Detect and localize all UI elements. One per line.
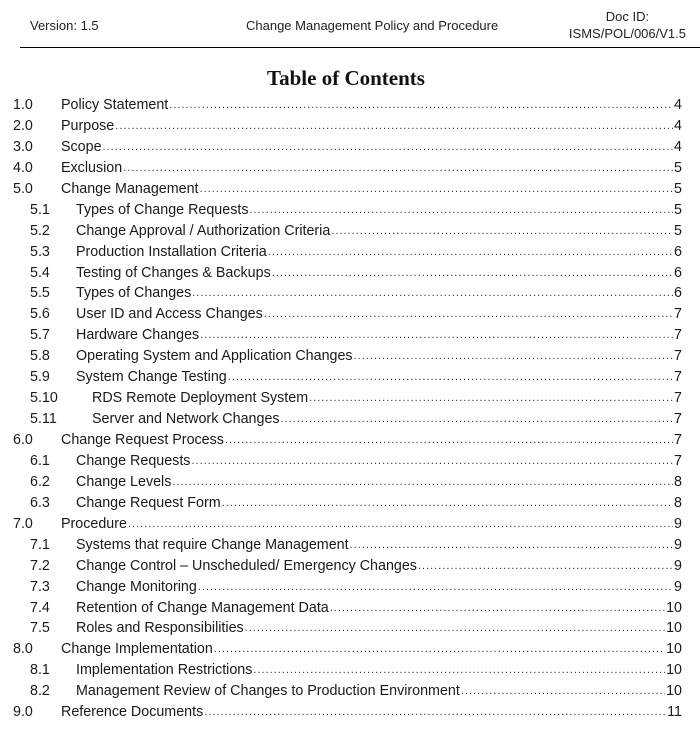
toc-dot-leader <box>200 325 673 346</box>
toc-entry-number: 5.2 <box>30 222 50 239</box>
toc-dot-leader <box>330 598 665 619</box>
toc-entry-link[interactable] <box>76 451 673 472</box>
toc-entry-link[interactable] <box>76 367 673 388</box>
toc-entry-label: Management Review of Changes to Production Environment <box>76 681 461 702</box>
toc-entry[interactable] <box>0 556 700 577</box>
toc-entry-page: 7 <box>673 367 682 388</box>
toc-entry-label: Purpose <box>61 116 115 137</box>
toc-entry[interactable] <box>0 409 700 430</box>
toc-entry-number: 6.2 <box>30 473 50 490</box>
toc-entry[interactable] <box>0 263 700 284</box>
toc-entry-label: Operating System and Application Changes <box>76 346 354 367</box>
toc-entry[interactable] <box>0 618 700 639</box>
toc-entry-label: Change Request Process <box>61 430 225 451</box>
toc-entry-number: 7.4 <box>30 599 50 616</box>
toc-entry-link[interactable] <box>76 200 673 221</box>
toc-dot-leader <box>268 242 673 263</box>
toc-dot-leader <box>191 451 673 472</box>
toc-entry-number: 8.1 <box>30 662 50 679</box>
toc-entry[interactable] <box>0 639 700 660</box>
toc-entry-link[interactable] <box>76 493 673 514</box>
header-title: Change Management Policy and Procedure <box>246 18 499 33</box>
toc-entry-link[interactable] <box>76 556 673 577</box>
toc-dot-leader <box>228 367 673 388</box>
toc-entry-link[interactable] <box>76 618 665 639</box>
toc-entry-label: Change Request Form <box>76 493 222 514</box>
toc-entry-page: 9 <box>673 577 682 598</box>
toc-entry-label: Retention of Change Management Data <box>76 598 330 619</box>
toc-entry-link[interactable] <box>76 681 665 702</box>
toc-entry-link[interactable] <box>76 221 673 242</box>
toc-entry-label: Systems that require Change Management <box>76 535 350 556</box>
toc-entry-label: Change Implementation <box>61 639 214 660</box>
header-doc-id-label: Doc ID: <box>605 9 650 24</box>
toc-entry[interactable] <box>0 598 700 619</box>
toc-entry[interactable] <box>0 514 700 535</box>
toc-entry[interactable] <box>0 179 700 200</box>
toc-entry-label: Change Levels <box>76 472 172 493</box>
toc-entry[interactable] <box>0 430 700 451</box>
toc-entry-page: 10 <box>665 618 682 639</box>
toc-entry-page: 9 <box>673 535 682 556</box>
toc-entry[interactable] <box>0 472 700 493</box>
toc-entry-link[interactable] <box>76 577 673 598</box>
toc-entry-link[interactable] <box>76 660 665 681</box>
toc-entry-link[interactable] <box>76 242 673 263</box>
toc-entry-label: Types of Changes <box>76 283 192 304</box>
toc-entry-link[interactable] <box>61 430 673 451</box>
toc-entry-page: 6 <box>673 242 682 263</box>
toc-dot-leader <box>123 158 673 179</box>
toc-entry-number: 5.6 <box>30 306 50 323</box>
toc-entry-link[interactable] <box>76 304 673 325</box>
toc-dot-leader <box>264 304 673 325</box>
toc-dot-leader <box>253 660 665 681</box>
toc-entry-number: 7.1 <box>30 536 50 553</box>
toc-dot-leader <box>354 346 673 367</box>
toc-entry[interactable] <box>0 95 700 116</box>
toc-entry-page: 4 <box>673 95 682 116</box>
toc-entry-page: 11 <box>666 702 682 723</box>
toc-entry[interactable] <box>0 304 700 325</box>
toc-entry[interactable] <box>0 451 700 472</box>
toc-entry-number: 5.10 <box>30 390 58 407</box>
toc-entry-label: Scope <box>61 137 103 158</box>
toc-entry-number: 8.0 <box>13 641 33 658</box>
toc-entry-number: 7.5 <box>30 620 50 637</box>
toc-dot-leader <box>245 618 665 639</box>
toc-dot-leader <box>309 388 673 409</box>
toc-entry-link[interactable] <box>92 409 673 430</box>
header-doc-id-value: ISMS/POL/006/V1.5 <box>568 26 686 41</box>
toc-entry-link[interactable] <box>61 95 673 116</box>
toc-entry-number: 2.0 <box>13 117 33 134</box>
toc-entry-page: 5 <box>673 158 682 179</box>
toc-entry-page: 7 <box>673 388 682 409</box>
toc-entry-number: 7.0 <box>13 515 33 532</box>
toc-dot-leader <box>128 514 673 535</box>
toc-entry-page: 7 <box>673 346 682 367</box>
toc-entry-page: 7 <box>673 304 682 325</box>
toc-entry[interactable] <box>0 325 700 346</box>
toc-entry-link[interactable] <box>61 702 666 723</box>
toc-dot-leader <box>222 493 673 514</box>
toc-entry-number: 5.4 <box>30 264 50 281</box>
toc-entry-label: Implementation Restrictions <box>76 660 253 681</box>
toc-entry-number: 5.1 <box>30 201 50 218</box>
toc-entry-label: Production Installation Criteria <box>76 242 268 263</box>
toc-entry-page: 10 <box>665 660 682 681</box>
toc-entry[interactable] <box>0 200 700 221</box>
toc-dot-leader <box>214 639 665 660</box>
toc-entry-page: 10 <box>665 639 682 660</box>
toc-entry[interactable] <box>0 660 700 681</box>
toc-entry-number: 5.11 <box>30 411 57 428</box>
toc-entry-page: 4 <box>673 137 682 158</box>
toc-entry[interactable] <box>0 221 700 242</box>
toc-dot-leader <box>192 283 673 304</box>
toc-entry-label: Hardware Changes <box>76 325 200 346</box>
toc-entry-label: Procedure <box>61 514 128 535</box>
toc-entry-link[interactable] <box>61 514 673 535</box>
toc-entry-number: 6.0 <box>13 432 33 448</box>
toc-entry[interactable] <box>0 535 700 556</box>
toc-entry[interactable] <box>0 681 700 702</box>
toc-entry[interactable] <box>0 367 700 388</box>
toc-entry-link[interactable] <box>76 472 673 493</box>
toc-dot-leader <box>331 221 673 242</box>
toc-entry[interactable] <box>0 283 700 304</box>
toc-entry-label: Change Control – Unscheduled/ Emergency Changes <box>76 556 418 577</box>
toc-entry-page: 8 <box>673 472 682 493</box>
toc-entry[interactable] <box>0 493 700 514</box>
toc-entry-page: 5 <box>673 200 682 221</box>
toc-entry-link[interactable] <box>76 535 673 556</box>
toc-entry-link[interactable] <box>61 137 673 158</box>
toc-dot-leader <box>103 137 673 158</box>
toc-entry-label: Exclusion <box>61 158 123 179</box>
toc-entry-number: 5.8 <box>30 348 50 365</box>
toc-entry-page: 10 <box>665 598 682 619</box>
toc-title: Table of Contents <box>267 66 425 90</box>
toc-entry[interactable] <box>0 137 700 158</box>
toc-dot-leader <box>198 577 673 598</box>
toc-entry[interactable] <box>0 158 700 179</box>
toc-entry-label: Change Approval / Authorization Criteria <box>76 221 331 242</box>
toc-entry-number: 5.0 <box>13 180 33 197</box>
toc-entry-number: 3.0 <box>13 138 33 155</box>
toc-entry-number: 9.0 <box>13 704 33 721</box>
toc-entry-link[interactable] <box>76 598 665 619</box>
toc-entry-number: 7.3 <box>30 578 50 595</box>
toc-entry-link[interactable] <box>76 346 673 367</box>
toc-dot-leader <box>204 702 666 723</box>
toc-entry-link[interactable] <box>61 639 665 660</box>
toc-entry-label: Testing of Changes & Backups <box>76 263 272 284</box>
toc-dot-leader <box>200 179 673 200</box>
header-divider <box>20 47 700 48</box>
toc-entry-label: Change Monitoring <box>76 577 198 598</box>
toc-entry-page: 7 <box>673 325 682 346</box>
toc-entry-page: 8 <box>673 493 682 514</box>
toc-entry-link[interactable] <box>76 263 673 284</box>
toc-entry-page: 7 <box>673 430 682 451</box>
toc-dot-leader <box>249 200 673 221</box>
toc-dot-leader <box>418 556 673 577</box>
toc-entry-page: 7 <box>673 409 682 430</box>
toc-dot-leader <box>169 95 673 116</box>
toc-entry-number: 7.2 <box>30 557 50 574</box>
toc-entry-page: 5 <box>673 221 682 242</box>
toc-entry-label: RDS Remote Deployment System <box>92 388 309 409</box>
toc-entry[interactable] <box>0 346 700 367</box>
toc-entry-number: 6.3 <box>30 494 50 511</box>
toc-dot-leader <box>461 681 665 702</box>
toc-entry-number: 4.0 <box>13 159 33 176</box>
toc-entry-number: 5.5 <box>30 285 50 302</box>
toc-entry-label: System Change Testing <box>76 367 228 388</box>
toc-dot-leader <box>115 116 673 137</box>
toc-entry-number: 5.7 <box>30 327 50 344</box>
toc-entry-page: 4 <box>673 116 682 137</box>
toc-entry-label: Change Management <box>61 179 200 200</box>
toc-entry-link[interactable] <box>76 283 673 304</box>
toc-entry-label: Policy Statement <box>61 95 169 116</box>
toc-dot-leader <box>172 472 673 493</box>
toc-entry-number: 8.2 <box>30 683 50 700</box>
toc-entry-number: 1.0 <box>13 97 33 113</box>
toc-entry-label: Reference Documents <box>61 702 204 723</box>
toc-dot-leader <box>225 430 673 451</box>
toc-entry[interactable] <box>0 242 700 263</box>
toc-entry-link[interactable] <box>61 179 673 200</box>
toc-entry-page: 6 <box>673 263 682 284</box>
toc-entry-page: 6 <box>673 283 682 304</box>
page-header <box>20 6 690 46</box>
table-of-contents <box>0 95 700 723</box>
toc-dot-leader <box>281 409 673 430</box>
header-version: Version: 1.5 <box>30 18 99 33</box>
toc-entry-page: 5 <box>673 179 682 200</box>
header-doc-id <box>569 8 686 42</box>
toc-entry-link[interactable] <box>92 388 673 409</box>
toc-entry-label: Change Requests <box>76 451 191 472</box>
toc-entry-page: 9 <box>673 514 682 535</box>
toc-entry[interactable] <box>0 702 700 723</box>
toc-entry[interactable] <box>0 116 700 137</box>
toc-entry[interactable] <box>0 388 700 409</box>
toc-entry-number: 5.3 <box>30 243 50 260</box>
toc-entry-page: 7 <box>673 451 682 472</box>
toc-dot-leader <box>272 263 673 284</box>
toc-entry-label: Types of Change Requests <box>76 200 249 221</box>
toc-entry-label: User ID and Access Changes <box>76 304 264 325</box>
toc-entry-number: 5.9 <box>30 369 50 386</box>
toc-entry-label: Server and Network Changes <box>92 409 281 430</box>
toc-entry-label: Roles and Responsibilities <box>76 618 245 639</box>
toc-entry-link[interactable] <box>61 158 673 179</box>
toc-entry-link[interactable] <box>76 325 673 346</box>
toc-dot-leader <box>350 535 673 556</box>
toc-entry[interactable] <box>0 577 700 598</box>
toc-entry-page: 9 <box>673 556 682 577</box>
toc-entry-number: 6.1 <box>30 452 50 469</box>
toc-entry-link[interactable] <box>61 116 673 137</box>
toc-entry-page: 10 <box>665 681 682 702</box>
